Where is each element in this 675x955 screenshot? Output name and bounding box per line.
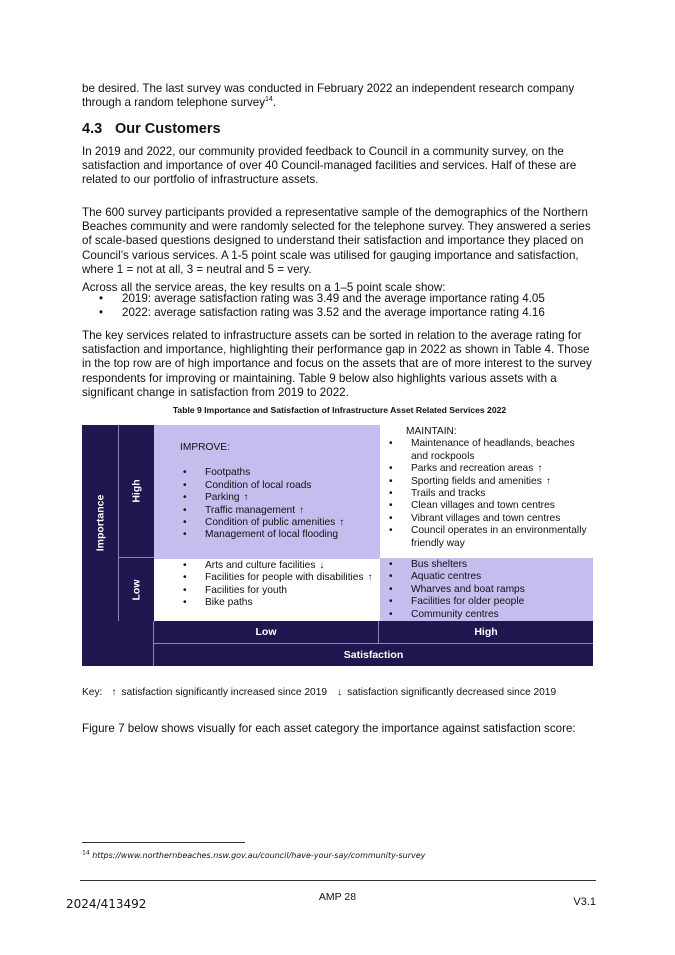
list-item: • Council operates in an environmentally friendly way [386, 525, 593, 550]
low-importance-high-satisfaction-quadrant [379, 558, 593, 621]
maintain-heading: MAINTAIN: [406, 426, 457, 437]
high-text: High [130, 479, 143, 503]
list-item: • Facilities for youth [180, 585, 379, 597]
low-high-list [386, 559, 593, 621]
footnote-ref[interactable]: 14 [265, 96, 273, 104]
intro-continuation [82, 82, 597, 110]
list-item: • Trails and tracks [386, 488, 593, 500]
paragraph-participants: The 600 survey participants provided a representative sample of the demographics of the Northern Beaches community and were randomly selected for the telephone survey. They answered a series of scale-based questions designed to understand their satisfaction and importance they placed on Council’s various services. A 1-5 point scale was utilised for gauging importance and satisfaction, where 1 = not at all, 3 = neutral and 5 = very. [82, 206, 591, 276]
key-up-text: satisfaction significantly increased since 2019 [121, 687, 328, 698]
paragraph-key-services: The key services related to infrastructure assets can be sorted in relation to the average rating for satisfaction and importance, highlighting their performance gap in 2022 as shown in Table 4. Those in the top row are of high importance and focus on the assets that are of more interest to the survey respondents for improving or maintaining. Table 9 below also highlights various assets with a significant change in satisfaction from 2019 to 2022. [82, 329, 592, 399]
improve-quadrant [154, 425, 379, 558]
table-caption: Table 9 Importance and Satisfaction of Infrastructure Asset Related Services 2022 [172, 405, 507, 415]
satisfaction-high-label: High [379, 621, 593, 644]
low-low-list [180, 560, 379, 610]
trend-arrow-icon: ↑ [545, 475, 551, 487]
paragraph-survey-intro: In 2019 and 2022, our community provided feedback to Council in a community survey, on the satisfaction and importance of over 40 Council-managed facilities and services. Half of these are related to our portfolio of infrastructure assets. [82, 145, 577, 187]
importance-low-label [119, 558, 154, 621]
down-arrow-icon: ↓ [337, 687, 343, 698]
list-item: • Clean villages and town centres [386, 500, 593, 512]
importance-axis-label [82, 425, 119, 621]
list-item: • Condition of local roads [180, 480, 379, 492]
trend-arrow-icon: ↑ [299, 504, 305, 516]
trend-arrow-icon: ↑ [339, 517, 345, 529]
key-label: Key: [82, 687, 103, 698]
list-item: • Wharves and boat ramps [386, 584, 593, 596]
footnote-divider [82, 842, 245, 843]
result-2022: • 2022: average satisfaction rating was 3.52 and the average importance rating 4.16 [82, 306, 545, 320]
corner-cell [82, 621, 154, 666]
low-text: Low [130, 579, 143, 600]
maintain-list [386, 438, 593, 550]
list-item: • Condition of public amenities ↑ [180, 517, 379, 529]
section-title: Our Customers [115, 121, 221, 137]
list-item: • Bus shelters [386, 559, 593, 571]
list-item: • Facilities for older people [386, 596, 593, 608]
footnote-link[interactable]: https://www.northernbeaches.nsw.gov.au/council/have-your-say/community-survey [92, 851, 426, 860]
page-number: AMP 28 [318, 891, 357, 903]
list-item: • Management of local flooding [180, 529, 379, 541]
document-version: V3.1 [573, 896, 596, 908]
importance-satisfaction-table [82, 425, 593, 666]
maintain-quadrant [379, 425, 593, 558]
improve-heading: IMPROVE: [180, 442, 230, 453]
list-item: • Aquatic centres [386, 571, 593, 583]
trend-arrow-icon: ↑ [367, 572, 373, 584]
list-item: • Community centres [386, 609, 593, 621]
trend-arrow-icon: ↑ [243, 492, 249, 504]
paragraph-key-results: Across all the service areas, the key results on a 1–5 point scale show: [82, 281, 446, 294]
trend-arrow-icon: ↓ [319, 560, 325, 571]
results-list [82, 292, 545, 320]
footnote-number: 14 [82, 849, 90, 857]
list-item: • Sporting fields and amenities ↑ [386, 476, 593, 488]
list-item: • Facilities for people with disabilities ↑ [180, 572, 379, 584]
low-importance-low-satisfaction-quadrant [154, 558, 379, 621]
importance-text: Importance [94, 494, 107, 552]
section-heading [82, 121, 221, 137]
satisfaction-axis-label: Satisfaction [154, 644, 593, 666]
list-item: • Footpaths [180, 467, 379, 479]
improve-list [180, 467, 379, 541]
importance-high-label [119, 425, 154, 558]
intro-end: . [272, 96, 277, 110]
list-item: • Parks and recreation areas ↑ [386, 463, 593, 475]
up-arrow-icon: ↑ [111, 687, 117, 698]
list-item: • Vibrant villages and town centres [386, 513, 593, 525]
list-item: • Maintenance of headlands, beaches and rockpools [386, 438, 593, 463]
intro-text: be desired. The last survey was conducted in February 2022 an independent research company through a random telephone survey [82, 82, 575, 110]
document-id: 2024/413492 [66, 897, 147, 911]
result-2019: • 2019: average satisfaction rating was 3.49 and the average importance rating 4.05 [82, 292, 545, 306]
section-number: 4.3 [82, 121, 103, 137]
paragraph-figure-intro: Figure 7 below shows visually for each asset category the importance against satisfaction score: [82, 722, 576, 735]
footer-divider [80, 880, 596, 881]
key-down-text: satisfaction significantly decreased since 2019 [347, 687, 557, 698]
footnote [82, 851, 425, 860]
list-item: • Arts and culture facilities ↓ [180, 560, 379, 572]
table-key [82, 687, 561, 698]
list-item: • Traffic management ↑ [180, 505, 379, 517]
list-item: • Bike paths [180, 597, 379, 609]
satisfaction-low-label: Low [154, 621, 379, 644]
trend-arrow-icon: ↑ [537, 463, 543, 475]
list-item: • Parking ↑ [180, 492, 379, 504]
